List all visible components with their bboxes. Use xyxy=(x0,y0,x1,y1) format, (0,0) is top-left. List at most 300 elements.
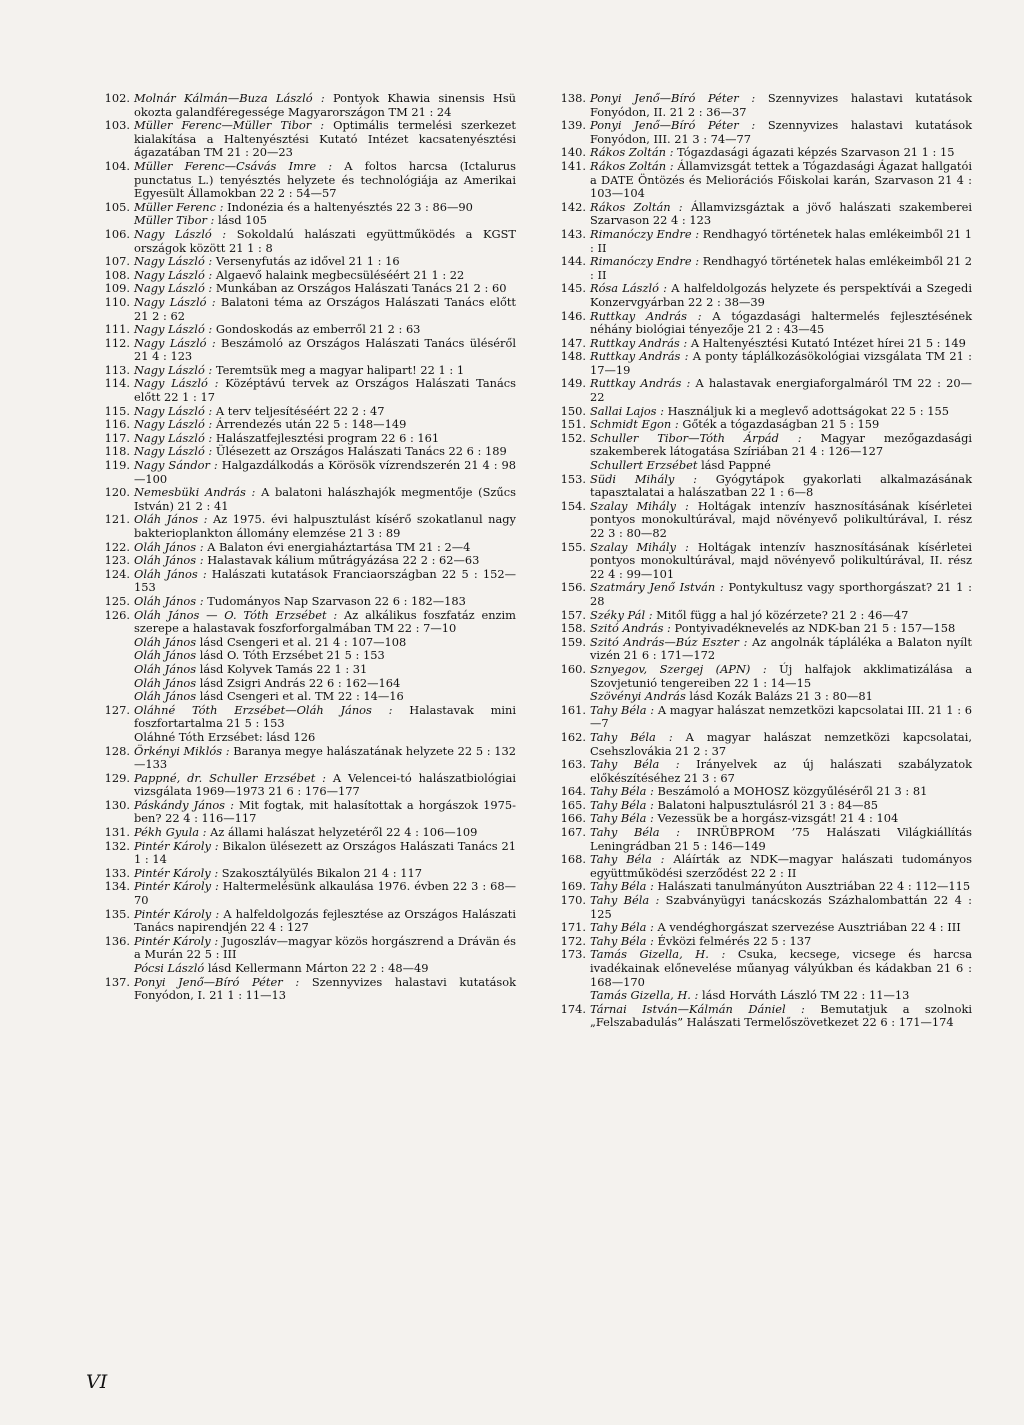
entry-title: Államvizsgát tettek a Tógazdasági Ágazat hallgatói a DATE Öntözés és Meliorációs Főiskolai karán, Szarvason 21 4 : 103—104 xyxy=(590,158,972,201)
entry-number: 106. xyxy=(104,226,130,241)
entry-title: A ponty táplálkozásökológiai vizsgálata TM 21 : 17—19 xyxy=(590,349,973,377)
entry-author: Tahy Béla : xyxy=(590,702,655,717)
entry-title: INRÜBPROM ’75 Halászati Világkiállítás Leningrádban 21 5 : 146—149 xyxy=(590,825,972,853)
index-entry xyxy=(94,405,516,419)
entry-author: Rimanóczy Endre : xyxy=(590,226,700,241)
entry-title: Az alkálikus foszfatáz enzim szerepe a halastavak foszforforgalmában TM 22 : 7—10 xyxy=(134,607,516,636)
index-entry xyxy=(550,785,972,799)
index-entry xyxy=(550,826,972,853)
entry-title: Szennyvizes halastavi kutatások Fonyódon, III. 21 3 : 74—77 xyxy=(590,118,972,146)
entry-title: Halgazdálkodás a Körösök vízrendszerén 21 4 : 98—100 xyxy=(134,458,517,486)
entry-title: Államvizsgáztak a jövő halászati szakemberei Szarvason 22 4 : 123 xyxy=(590,199,973,228)
entry-number: 130. xyxy=(104,797,130,812)
entry-author: Szalay Mihály : xyxy=(590,539,689,554)
index-entry xyxy=(94,296,516,323)
index-entry xyxy=(94,459,516,486)
entry-number: 158. xyxy=(560,621,586,636)
entry-author: Tahy Béla : xyxy=(590,879,654,894)
index-entry xyxy=(550,310,972,337)
entry-title: Holtágak intenzív hasznosításának kísérletei pontyos monokultúrával, majd növényevő polikultúrával, I. rész 22 3 : 80—82 xyxy=(590,498,972,540)
entry-author: Oláh János xyxy=(134,648,197,663)
entry-author: Örkényi Miklós : xyxy=(134,743,230,758)
entry-author: Nagy Sándor : xyxy=(134,458,218,473)
entry-title: Haltermelésünk alkaulása 1976. évben 22 3 : 68—70 xyxy=(134,879,517,908)
entry-title: Csuka, kecsege, vicsege és harcsa ivadékainak előnevelése műanyag vályúkban és kádakban 21 6 : 168—170 xyxy=(590,947,972,989)
index-entry xyxy=(550,350,972,377)
entry-number: 153. xyxy=(560,471,586,486)
index-entry xyxy=(550,812,972,826)
entry-number: 105. xyxy=(104,199,130,214)
entry-author: Nagy László : xyxy=(134,444,213,459)
index-entry xyxy=(94,337,516,364)
entry-title: Aláírták az NDK—magyar halászati tudományos együttműködési szerződést 22 2 : II xyxy=(590,852,972,880)
entry-author: Müller Ferenc—Csávás Imre : xyxy=(134,158,333,173)
entry-number: 108. xyxy=(104,267,130,282)
entry-number: 138. xyxy=(560,91,586,105)
index-entry xyxy=(550,160,972,201)
entry-author: Pintér Károly : xyxy=(134,906,220,921)
entry-author: Oláh János : xyxy=(134,512,208,527)
index-entry xyxy=(550,704,972,731)
entry-author: Schullert Erzsébet xyxy=(590,458,698,473)
entry-number: 172. xyxy=(560,933,586,948)
entry-title: Használjuk ki a meglevő adottságokat 22 5 : 155 xyxy=(663,403,950,418)
entry-title: Bikalon ülésezett az Országos Halászati Tanács 21 1 : 14 xyxy=(134,838,516,867)
entry-title: Beszámoló az Országos Halászati Tanács üléséről 21 4 : 123 xyxy=(134,335,516,364)
entry-author: Schuller Tibor—Tóth Árpád : xyxy=(590,430,802,445)
entry-author: Széky Pál : xyxy=(590,607,653,622)
entry-author: Nagy László : xyxy=(134,294,216,309)
index-entry xyxy=(550,255,972,282)
index-entry xyxy=(550,921,972,935)
entry-title: Magyar mezőgazdasági szakemberek látogatása Szíriában 21 4 : 126—127 xyxy=(590,430,973,459)
entry-number: 165. xyxy=(560,797,586,812)
entry-author: Ruttkay András : xyxy=(590,308,702,323)
entry-author: Nagy László : xyxy=(134,430,213,445)
entry-title: A foltos harcsa (Ictalurus punctatus L.) tenyésztés helyzete és technológiája az Amerikai Egyesült Államokban 22 2 : 54—57 xyxy=(134,158,516,201)
entry-author: Sznyegov, Szergej (APN) : xyxy=(590,661,767,676)
entry-title: Új halfajok akklimatizálása a Szovjetunió tengereiben 22 1 : 14—15 xyxy=(590,661,972,690)
entry-title: A Haltenyésztési Kutató Intézet hírei 21 5 : 149 xyxy=(687,335,966,350)
index-entry xyxy=(550,541,972,582)
index-cross-reference xyxy=(550,989,972,1003)
entry-author: Nagy László : xyxy=(134,362,213,377)
entry-title: lásd Horváth László TM 22 : 11—13 xyxy=(698,988,910,1003)
entry-author: Rákos Zoltán : xyxy=(590,158,674,173)
entry-title: Holtágak intenzív hasznosításának kísérletei pontyos monokultúrával, majd növényevő polikultúrával, II. rész 22 4 : 99—101 xyxy=(590,539,972,581)
entry-title: lásd Zsigri András 22 6 : 162—164 xyxy=(196,675,401,690)
entry-title: lásd Csengeri et al. TM 22 : 14—16 xyxy=(196,689,404,704)
index-cross-reference xyxy=(550,690,972,704)
entry-title: Vezessük be a horgász-vizsgát! 21 4 : 104 xyxy=(653,811,899,826)
entry-author: Sallai Lajos : xyxy=(590,403,664,418)
entry-number: 133. xyxy=(104,865,130,880)
entry-author: Oláh János xyxy=(134,675,197,690)
entry-title: Az 1975. évi halpusztulást kísérő szokatlanul nagy bakterioplankton állomány elemzése 21 3 : 89 xyxy=(134,512,516,540)
entry-title: A Velencei-tó halászatbiológiai vizsgálata 1969—1973 21 6 : 176—177 xyxy=(134,770,517,799)
index-entry xyxy=(94,704,516,731)
entry-title: Szabványügyi tanácskozás Százhalombattán 22 4 : 125 xyxy=(590,893,972,921)
entry-number: 118. xyxy=(104,444,130,459)
entry-author: Nagy László : xyxy=(134,335,216,350)
entry-author: Nagy László : xyxy=(134,322,213,337)
entry-title: Az angolnák táplálékа a Balaton nyílt vizén 21 6 : 171—172 xyxy=(590,634,972,663)
entry-number: 119. xyxy=(104,458,130,473)
index-entry xyxy=(94,445,516,459)
entry-author: Tahy Béla : xyxy=(590,893,660,908)
entry-number: 166. xyxy=(560,811,586,826)
entry-number: 121. xyxy=(104,512,130,527)
entry-author: Tárnai István—Kálmán Dániel : xyxy=(590,1001,805,1016)
entry-author: Ruttkay András : xyxy=(590,335,688,350)
entry-title: lásd O. Tóth Erzsébet 21 5 : 153 xyxy=(196,648,385,663)
index-entry xyxy=(94,880,516,907)
page-number: VI xyxy=(86,1371,108,1393)
entry-author: Szatmáry Jenő István : xyxy=(590,580,724,595)
entry-number: 174. xyxy=(560,1001,586,1016)
entry-author: Ponyi Jenő—Bíró Péter : xyxy=(134,974,300,989)
entry-title: Középtávú tervek az Országos Halászati Tanács előtt 22 1 : 17 xyxy=(134,376,516,405)
entry-title: Halászatfejlesztési program 22 6 : 161 xyxy=(212,430,440,445)
entry-title: Gőték a tógazdaságban 21 5 : 159 xyxy=(678,417,880,432)
index-entry xyxy=(94,119,516,160)
index-entry xyxy=(94,595,516,609)
index-entry xyxy=(94,282,516,296)
index-entry xyxy=(550,432,972,459)
entry-title: A tógazdasági haltermelés fejlesztésének néhány biológiai tényezője 21 2 : 43—45 xyxy=(590,308,972,337)
entry-title: Optimális termelési szerkezet kialakítása a Haltenyésztési Kutató Intézet kacsatenyésztési ágazatában TM 21 : 20—23 xyxy=(134,118,516,160)
entry-author: Rákos Zoltán : xyxy=(590,145,674,160)
entry-author: Tahy Béla : xyxy=(590,920,654,935)
entry-author: Oláh János xyxy=(134,634,197,649)
entry-title: lásd 105 xyxy=(214,213,267,228)
entry-number: 143. xyxy=(560,226,586,241)
index-entry xyxy=(94,799,516,826)
entry-author: Pintér Károly : xyxy=(134,879,219,894)
index-entry xyxy=(550,405,972,419)
index-entry xyxy=(94,772,516,799)
entry-author: Szalay Mihály : xyxy=(590,498,689,513)
entry-number: 163. xyxy=(560,757,586,772)
entry-title: Munkában az Országos Halászati Tanács 21 2 : 60 xyxy=(212,281,507,296)
entry-author: Pappné, dr. Schuller Erzsébet : xyxy=(134,770,326,785)
entry-number: 154. xyxy=(560,498,586,513)
index-entry xyxy=(550,282,972,309)
entry-number: 139. xyxy=(560,118,586,133)
entry-title: Gyógytápok gyakorlati alkalmazásának tapasztalatai a halászatban 22 1 : 6—8 xyxy=(590,471,972,500)
entry-number: 146. xyxy=(560,308,586,323)
entry-title: Balatoni halpusztulásról 21 3 : 84—85 xyxy=(653,797,878,812)
entry-author: Nagy László : xyxy=(134,417,213,432)
entry-author: Müller Tibor : xyxy=(134,213,215,228)
index-entry xyxy=(94,568,516,595)
entry-author: Oláh János : xyxy=(134,593,204,608)
index-entry xyxy=(94,377,516,404)
entry-title: Halászati tanulmányúton Ausztriában 22 4 : 112—115 xyxy=(653,879,971,894)
entry-number: 109. xyxy=(104,281,130,296)
entry-title: A Balaton évi energiaháztartása TM 21 : 2—4 xyxy=(203,539,471,554)
entry-author: Südi Mihály : xyxy=(590,471,697,486)
entry-number: 160. xyxy=(560,661,586,676)
index-cross-reference xyxy=(94,636,516,650)
entry-author: Szitó András : xyxy=(590,621,671,636)
entry-number: 144. xyxy=(560,254,586,269)
entry-number: 148. xyxy=(560,349,586,364)
entry-number: 169. xyxy=(560,879,586,894)
entry-author: Nagy László : xyxy=(134,403,213,418)
entry-title: Indonézia és a haltenyésztés 22 3 : 86—90 xyxy=(223,199,473,214)
entry-number: 110. xyxy=(104,294,130,309)
entry-number: 155. xyxy=(560,539,586,554)
entry-number: 123. xyxy=(104,553,130,568)
entry-number: 157. xyxy=(560,607,586,622)
entry-author: Nagy László : xyxy=(134,376,219,391)
entry-number: 136. xyxy=(104,933,130,948)
index-cross-reference xyxy=(94,690,516,704)
entry-number: 140. xyxy=(560,145,586,160)
entry-number: 141. xyxy=(560,158,586,173)
entry-author: Ruttkay András : xyxy=(590,376,691,391)
entry-author: Pékh Gyula : xyxy=(134,825,207,840)
entry-title: Irányelvek az új halászati szabályzatok előkészítéséhez 21 3 : 67 xyxy=(590,757,972,785)
entry-author: Molnár Kálmán—Buza László : xyxy=(134,91,325,105)
entry-title: Sokoldalú halászati együttműködés a KGST országok között 21 1 : 8 xyxy=(134,226,516,255)
entry-author: Nemesbüki András : xyxy=(134,485,256,500)
entry-title: Beszámoló a MOHOSZ közgyűléséről 21 3 : 81 xyxy=(653,784,928,799)
entry-number: 115. xyxy=(104,403,130,418)
entry-author: Tahy Béla : xyxy=(590,784,654,799)
entry-title: Mit fogtak, mit halasítottak a horgászok 1975-ben? 22 4 : 116—117 xyxy=(134,797,516,826)
entry-title: Rendhagyó történetek halas emlékeimből 21 2 : II xyxy=(590,254,972,282)
entry-author: Müller Ferenc : xyxy=(134,199,224,214)
entry-number: 129. xyxy=(104,770,130,785)
index-entry xyxy=(94,255,516,269)
index-entry xyxy=(550,758,972,785)
entry-title: A vendéghorgászat szervezése Ausztriában 22 4 : III xyxy=(653,920,961,935)
entry-title: Algaevő halaink megbecsüléséért 21 1 : 22 xyxy=(212,267,465,282)
index-entry xyxy=(550,880,972,894)
index-entry xyxy=(550,935,972,949)
entry-number: 107. xyxy=(104,254,130,269)
entry-author: Pócsi László xyxy=(134,961,205,975)
entry-title: Bemutatjuk a szolnoki „Felszabadulás” Halászati Termelőszövetkezet 22 6 : 171—174 xyxy=(590,1001,972,1030)
index-entry xyxy=(94,976,516,1003)
entry-number: 116. xyxy=(104,417,130,432)
entry-number: 125. xyxy=(104,593,130,608)
entry-title: lásd Kellermann Márton 22 2 : 48—49 xyxy=(204,961,429,975)
entry-number: 102. xyxy=(104,91,130,105)
entry-title: Halastavak mini foszfortartalma 21 5 : 153 xyxy=(134,702,516,731)
entry-title: A terv teljesítéséért 22 2 : 47 xyxy=(212,403,385,418)
index-cross-reference xyxy=(550,459,972,473)
index-entry xyxy=(94,486,516,513)
index-entry xyxy=(550,581,972,608)
entry-title: Az állami halászat helyzetéről 22 4 : 106—109 xyxy=(206,825,478,840)
entry-number: 103. xyxy=(104,118,130,133)
index-entry xyxy=(550,609,972,623)
entry-number: 113. xyxy=(104,362,130,377)
entry-number: 124. xyxy=(104,566,130,581)
entry-number: 149. xyxy=(560,376,586,391)
entry-number: 167. xyxy=(560,825,586,840)
index-entry xyxy=(94,513,516,540)
entry-title: lásd Kolyvek Tamás 22 1 : 31 xyxy=(196,661,368,676)
entry-title: Oláhné Tóth Erzsébet: lásd 126 xyxy=(134,729,316,744)
entry-title: Halászati kutatások Franciaországban 22 5 : 152—153 xyxy=(134,566,516,595)
entry-title: Teremtsük meg a magyar halipart! 22 1 : 1 xyxy=(212,362,465,377)
entry-author: Rósa László : xyxy=(590,281,667,296)
index-entry xyxy=(94,92,516,119)
index-entry xyxy=(94,269,516,283)
index-entry xyxy=(94,609,516,636)
entry-author: Oláh János : xyxy=(134,566,207,581)
entry-title: A halfeldolgozás fejlesztése az Országos Halászati Tanács napirendjén 22 4 : 127 xyxy=(134,906,516,935)
index-entry xyxy=(550,894,972,921)
entry-title: Pontyok Khawia sinensis Hsü okozta galandféregessége Magyarországon TM 21 : 24 xyxy=(134,91,516,119)
index-entry xyxy=(94,826,516,840)
entry-number: 161. xyxy=(560,702,586,717)
index-entry xyxy=(94,908,516,935)
index-cross-reference xyxy=(94,649,516,663)
entry-number: 145. xyxy=(560,281,586,296)
entry-title: Árrendezés után 22 5 : 148—149 xyxy=(212,417,407,432)
entry-number: 117. xyxy=(104,430,130,445)
entry-author: Oláh János — O. Tóth Erzsébet : xyxy=(134,607,338,622)
entry-author: Oláhné Tóth Erzsébet—Oláh János : xyxy=(134,702,393,717)
entry-number: 112. xyxy=(104,335,130,350)
entry-number: 114. xyxy=(104,376,130,391)
entry-author: Ruttkay András : xyxy=(590,349,689,364)
entry-author: Tahy Béla : xyxy=(590,729,673,744)
index-entry xyxy=(550,731,972,758)
index-entry xyxy=(550,201,972,228)
entry-author: Schmidt Egon : xyxy=(590,417,679,432)
entry-title: lásd Kozák Balázs 21 3 : 80—81 xyxy=(685,689,873,704)
entry-author: Tamás Gizella, H. : xyxy=(590,947,726,962)
entry-title: Jugoszláv—magyar közös horgászrend a Drávän és a Murán 22 5 : III xyxy=(134,933,517,962)
entry-number: 168. xyxy=(560,852,586,867)
index-entry xyxy=(550,948,972,989)
entry-title: lásd Csengeri et al. 21 4 : 107—108 xyxy=(196,634,407,649)
entry-title: Tudományos Nap Szarvason 22 6 : 182—183 xyxy=(203,593,466,608)
entry-author: Tahy Béla : xyxy=(590,852,665,867)
entry-title: Évközi felmérés 22 5 : 137 xyxy=(653,933,812,948)
index-entry xyxy=(94,840,516,867)
entry-author: Oláh János : xyxy=(134,553,204,568)
entry-number: 162. xyxy=(560,729,586,744)
entry-title: Gondoskodás az emberről 21 2 : 63 xyxy=(212,322,421,337)
entry-title: Mitől függ a hal jó közérzete? 21 2 : 46—47 xyxy=(652,607,909,622)
entry-author: Tahy Béla : xyxy=(590,825,681,840)
entry-number: 122. xyxy=(104,539,130,554)
entry-number: 132. xyxy=(104,838,130,853)
entry-number: 142. xyxy=(560,199,586,214)
entry-author: Tamás Gizella, H. : xyxy=(590,988,699,1003)
entry-number: 134. xyxy=(104,879,130,894)
entry-number: 104. xyxy=(104,158,130,173)
index-entry xyxy=(550,622,972,636)
entry-author: Páskándy János : xyxy=(134,797,234,812)
index-entry xyxy=(94,323,516,337)
entry-author: Rákos Zoltán : xyxy=(590,199,683,214)
index-entry xyxy=(550,92,972,119)
index-cross-reference xyxy=(94,962,516,976)
entry-number: 127. xyxy=(104,702,130,717)
entry-author: Szövényi András xyxy=(590,689,686,704)
index-entry xyxy=(94,364,516,378)
entry-title: Pontykultusz vagy sporthorgászat? 21 1 : 28 xyxy=(590,580,972,608)
entry-number: 170. xyxy=(560,893,586,908)
index-entry xyxy=(550,473,972,500)
entry-title: A magyar halászat nemzetközi kapcsolatai III. 21 1 : 6—7 xyxy=(590,702,973,731)
index-entry xyxy=(550,228,972,255)
entry-author: Pintér Károly : xyxy=(134,933,219,948)
entry-author: Nagy László : xyxy=(134,281,213,296)
index-entry xyxy=(94,745,516,772)
index-entry xyxy=(94,867,516,881)
entry-author: Oláh János xyxy=(134,689,197,704)
index-entry xyxy=(550,853,972,880)
entry-title: Versenyfutás az idővel 21 1 : 16 xyxy=(212,254,400,269)
entry-number: 152. xyxy=(560,430,586,445)
entry-number: 126. xyxy=(104,607,130,622)
index-entry xyxy=(550,337,972,351)
entry-title: A halastavak energiaforgalmáról TM 22 : 20—22 xyxy=(590,376,972,405)
entry-title: A magyar halászat nemzetközi kapcsolatai, Csehszlovákia 21 2 : 37 xyxy=(590,729,972,758)
index-entry xyxy=(94,554,516,568)
entry-title: Szakosztályülés Bikalon 21 4 : 117 xyxy=(218,865,422,880)
entry-number: 128. xyxy=(104,743,130,758)
entry-author: Oláh János xyxy=(134,661,197,676)
entry-title: Szennyvizes halastavi kutatások Fonyódon, I. 21 1 : 11—13 xyxy=(134,974,516,1003)
index-entry xyxy=(550,799,972,813)
index-entry xyxy=(550,119,972,146)
entry-title: Szennyvizes halastavi kutatások Fonyódon, II. 21 2 : 36—37 xyxy=(590,91,972,119)
entry-title: A halfeldolgozás helyzete és perspektívái a Szegedi Konzervgyárban 22 2 : 38—39 xyxy=(590,281,972,309)
entry-title: Pontyivadéknevelés az NDK-ban 21 5 : 157—158 xyxy=(670,621,956,636)
entry-author: Ponyi Jenő—Bíró Péter : xyxy=(590,91,756,105)
entry-author: Ponyi Jenő—Bíró Péter : xyxy=(590,118,756,133)
entry-number: 147. xyxy=(560,335,586,350)
index-cross-reference xyxy=(94,677,516,691)
index-entry xyxy=(94,935,516,962)
entry-number: 159. xyxy=(560,634,586,649)
entry-author: Szitó András—Búz Eszter : xyxy=(590,634,748,649)
entry-author: Pintér Károly : xyxy=(134,838,219,853)
entry-author: Müller Ferenc—Müller Tibor : xyxy=(134,118,325,133)
entry-author: Pintér Károly : xyxy=(134,865,219,880)
entry-author: Tahy Béla : xyxy=(590,811,654,826)
index-entry xyxy=(550,418,972,432)
entry-author: Nagy László : xyxy=(134,267,213,282)
entry-number: 151. xyxy=(560,417,586,432)
index-cross-reference xyxy=(94,214,516,228)
index-entry xyxy=(94,418,516,432)
entry-author: Tahy Béla : xyxy=(590,797,654,812)
entry-number: 156. xyxy=(560,580,586,595)
entry-title: lásd Pappné xyxy=(697,458,771,473)
entry-number: 137. xyxy=(104,974,130,989)
entry-number: 111. xyxy=(104,322,130,337)
index-entry xyxy=(94,201,516,215)
index-entry xyxy=(550,663,972,690)
entry-title: Baranya megye halászatának helyzete 22 5 : 132—133 xyxy=(134,743,516,772)
index-cross-reference xyxy=(94,663,516,677)
index-entry xyxy=(94,432,516,446)
entry-author: Tahy Béla : xyxy=(590,757,680,772)
entry-title: Balatoni téma az Országos Halászati Tanács előtt 21 2 : 62 xyxy=(134,294,516,323)
entry-author: Rimanóczy Endre : xyxy=(590,254,700,269)
